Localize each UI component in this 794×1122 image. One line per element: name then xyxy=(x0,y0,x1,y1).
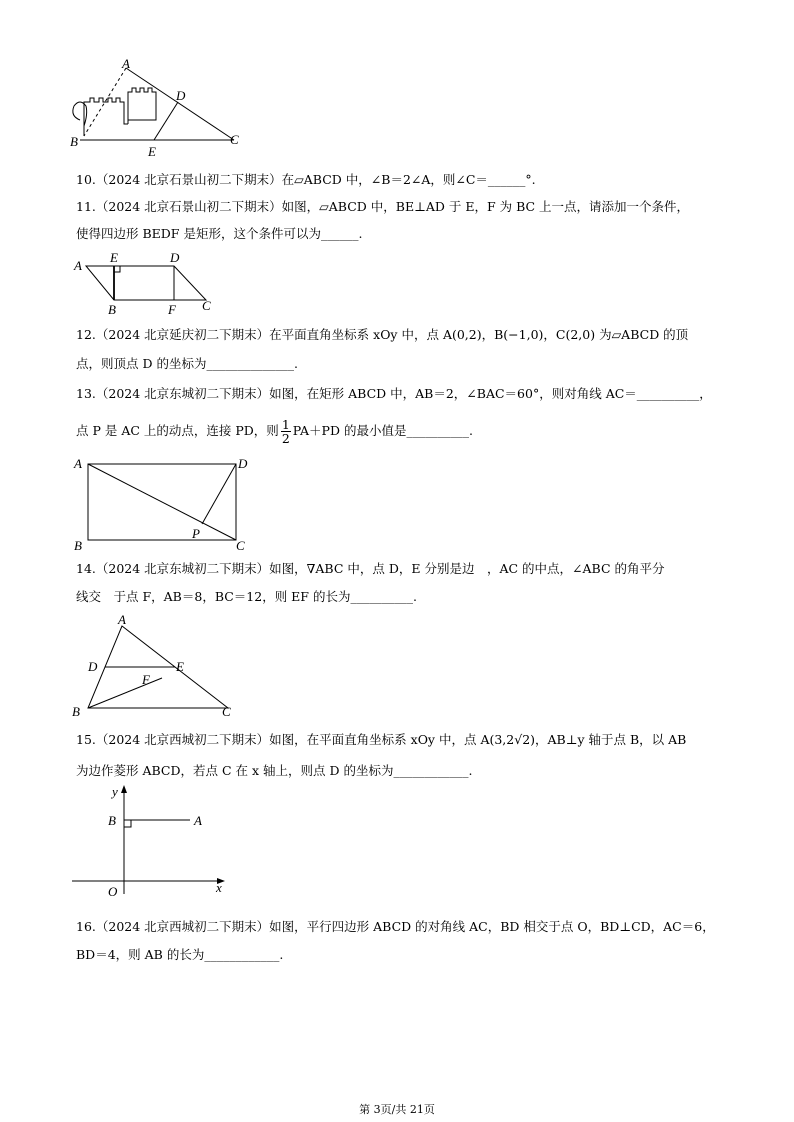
right-angle-mark xyxy=(114,266,120,272)
page-footer: 第 3页/共 21页 xyxy=(359,1103,435,1116)
fraction-denominator: 2 xyxy=(281,431,290,446)
question-12-line-1: 12.（2024 北京延庆初二下期末）在平面直角坐标系 xOy 中，点 A(0,2)，B(−1,0)，C(2,0) 为▱ABCD 的顶 xyxy=(76,327,689,342)
question-11-line-1: 11.（2024 北京石景山初二下期末）如图，▱ABCD 中，BE⊥AD 于 E，F 为 BC 上一点，请添加一个条件， xyxy=(76,199,690,214)
label-c: C xyxy=(202,298,211,313)
castle-tower xyxy=(128,88,156,124)
parallelogram-abcd xyxy=(86,266,206,300)
question-14-line-2: 线交 于点 F，AB＝8，BC＝12，则 EF 的长为__________. xyxy=(76,589,417,604)
question-11-line-2: 使得四边形 BEDF 是矩形，这个条件可以为______. xyxy=(76,226,363,241)
question-16-line-2: BD＝4，则 AB 的长为____________. xyxy=(76,947,284,962)
label-f: F xyxy=(142,672,150,687)
segment-pd xyxy=(202,464,236,524)
label-e: E xyxy=(176,659,184,674)
fraction xyxy=(281,418,291,445)
label-a: A xyxy=(118,612,126,627)
tree-outline xyxy=(73,102,87,126)
figure-q11 xyxy=(70,248,220,316)
label-c: C xyxy=(222,704,231,719)
question-13-line-1: 13.（2024 北京东城初二下期末）如图，在矩形 ABCD 中，AB＝2，∠BAC＝60°，则对角线 AC＝__________， xyxy=(76,386,712,401)
label-d: D xyxy=(88,659,98,674)
label-a: A xyxy=(74,258,82,273)
figure-q9 xyxy=(66,56,266,160)
castle-wall xyxy=(84,98,128,136)
figure-q15 xyxy=(66,782,236,902)
question-16-line-1: 16.（2024 北京西城初二下期末）如图，平行四边形 ABCD 的对角线 AC，BD 相交于点 O，BD⊥CD，AC＝6， xyxy=(76,919,715,934)
line-ac xyxy=(126,68,234,140)
line-de xyxy=(154,102,178,140)
question-14-line-1: 14.（2024 北京东城初二下期末）如图，∇ABC 中，点 D，E 分别是边 ，AC 的中点，∠ABC 的角平分 xyxy=(76,561,665,576)
y-axis-arrow xyxy=(121,785,127,793)
right-angle-mark xyxy=(124,820,131,827)
label-d: D xyxy=(176,88,186,103)
label-d: D xyxy=(170,250,180,265)
label-b: B xyxy=(72,704,80,719)
label-a: A xyxy=(122,56,130,71)
diagonal-ac xyxy=(88,464,236,540)
label-f: F xyxy=(168,302,176,317)
label-d: D xyxy=(238,456,248,471)
figure-q11-svg xyxy=(70,248,220,316)
figure-q14 xyxy=(70,610,250,718)
label-y: y xyxy=(112,784,118,799)
label-a: A xyxy=(74,456,82,471)
label-e: E xyxy=(148,144,156,159)
label-b: B xyxy=(74,538,82,553)
label-a: A xyxy=(194,813,202,828)
label-b: B xyxy=(108,813,116,828)
question-13-text-b: PA＋PD 的最小值是__________. xyxy=(292,423,473,438)
label-b: B xyxy=(108,302,116,317)
figure-q15-svg xyxy=(66,782,236,902)
question-13-text-a: 点 P 是 AC 上的动点，连接 PD，则 xyxy=(76,423,279,438)
label-x: x xyxy=(216,880,222,895)
label-o: O xyxy=(108,884,118,899)
question-10: 10.（2024 北京石景山初二下期末）在▱ABCD 中，∠B＝2∠A，则∠C＝______°. xyxy=(76,172,536,187)
question-13-line-2 xyxy=(76,418,473,445)
label-b: B xyxy=(70,134,78,149)
figure-q9-svg xyxy=(66,56,266,160)
figure-q13 xyxy=(70,452,260,552)
question-15-line-2: 为边作菱形 ABCD，若点 C 在 x 轴上，则点 D 的坐标为____________. xyxy=(76,763,473,778)
label-e: E xyxy=(110,250,118,265)
label-p: P xyxy=(192,526,200,541)
fraction-numerator: 1 xyxy=(281,417,290,432)
label-c: C xyxy=(230,132,239,147)
figure-q14-svg xyxy=(70,610,250,718)
label-c: C xyxy=(236,538,245,553)
question-15-line-1: 15.（2024 北京西城初二下期末）如图，在平面直角坐标系 xOy 中，点 A(3,2√2)，AB⊥y 轴于点 B，以 AB xyxy=(76,732,687,747)
question-12-line-2: 点，则顶点 D 的坐标为______________. xyxy=(76,356,298,371)
figure-q13-svg xyxy=(70,452,260,552)
